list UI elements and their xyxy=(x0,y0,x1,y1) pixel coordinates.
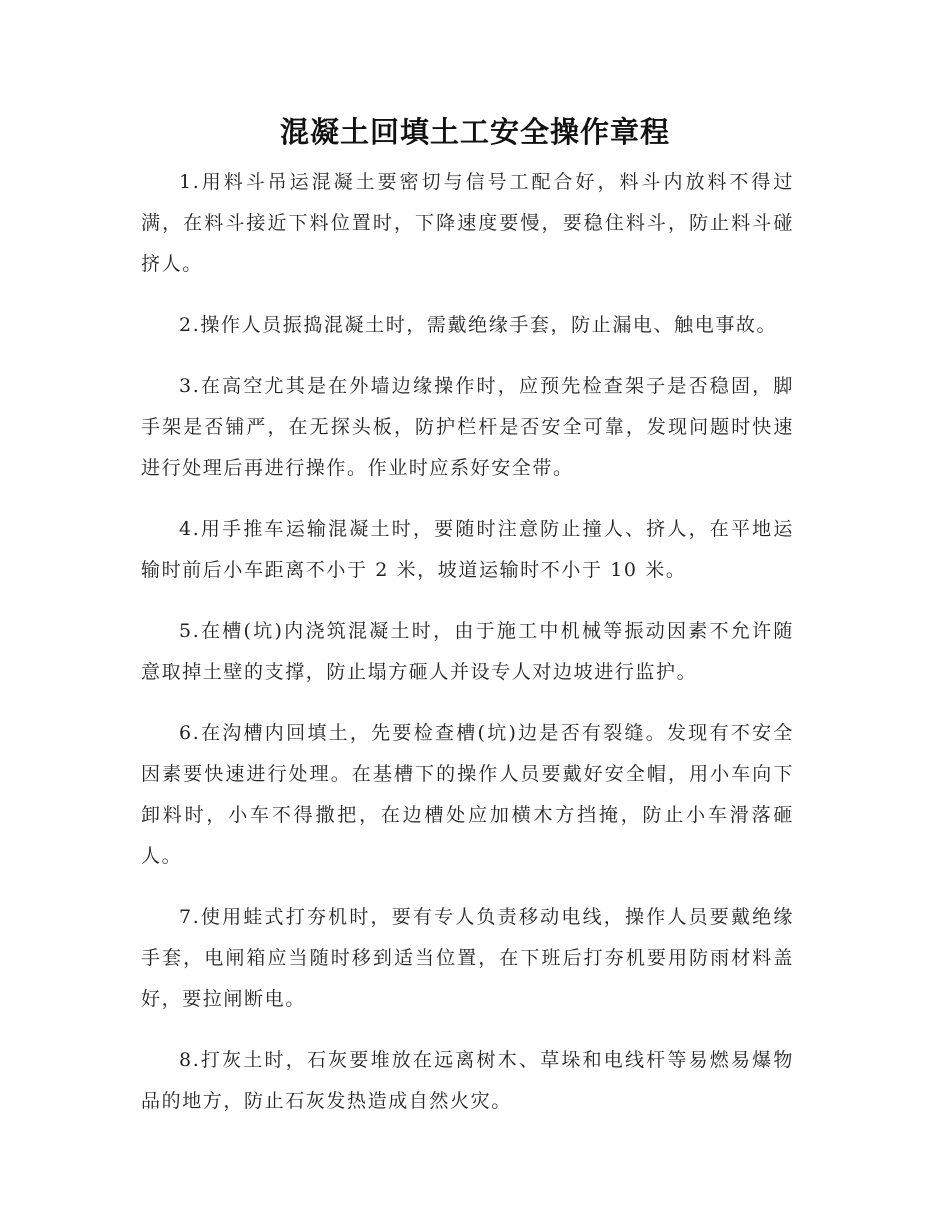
paragraph-2: 2.操作人员振捣混凝土时，需戴绝缘手套，防止漏电、触电事故。 xyxy=(179,314,778,336)
paragraph-8: 8.打灰土时，石灰要堆放在远离树木、草垛和电线杆等易燃易爆物品的地方，防止石灰发热造成自然火灾。 xyxy=(141,1049,794,1112)
paragraph-7: 7.使用蛙式打夯机时，要有专人负责移动电线，操作人员要戴绝缘手套，电闸箱应当随时移到适当位置，在下班后打夯机要用防雨材料盖好，要拉闸断电。 xyxy=(141,906,794,1010)
paragraph-3: 3.在高空尤其是在外墙边缘操作时，应预先检查架子是否稳固，脚手架是否铺严，在无探头板，防护栏杆是否安全可靠，发现问题时快速进行处理后再进行操作。作业时应系好安全带。 xyxy=(141,375,794,479)
document-body xyxy=(141,162,794,1142)
paragraph-1: 1.用料斗吊运混凝土要密切与信号工配合好，料斗内放料不得过满，在料斗接近下料位置时，下降速度要慢，要稳住料斗，防止料斗碰挤人。 xyxy=(141,171,794,275)
document-title: 混凝土回填土工安全操作章程 xyxy=(279,115,670,149)
paragraph-5: 5.在槽(坑)内浇筑混凝土时，由于施工中机械等振动因素不允许随意取掉土壁的支撑，防止塌方砸人并设专人对边坡进行监护。 xyxy=(141,620,794,683)
paragraph-6: 6.在沟槽内回填土，先要检查槽(坑)边是否有裂缝。发现有不安全因素要快速进行处理。在基槽下的操作人员要戴好安全帽，用小车向下卸料时，小车不得撒把，在边槽处应加横木方挡掩，防止小车滑落砸人。 xyxy=(141,722,794,867)
paragraph-4: 4.用手推车运输混凝土时，要随时注意防止撞人、挤人，在平地运输时前后小车距离不小于 2 米，坡道运输时不小于 10 米。 xyxy=(141,518,794,581)
